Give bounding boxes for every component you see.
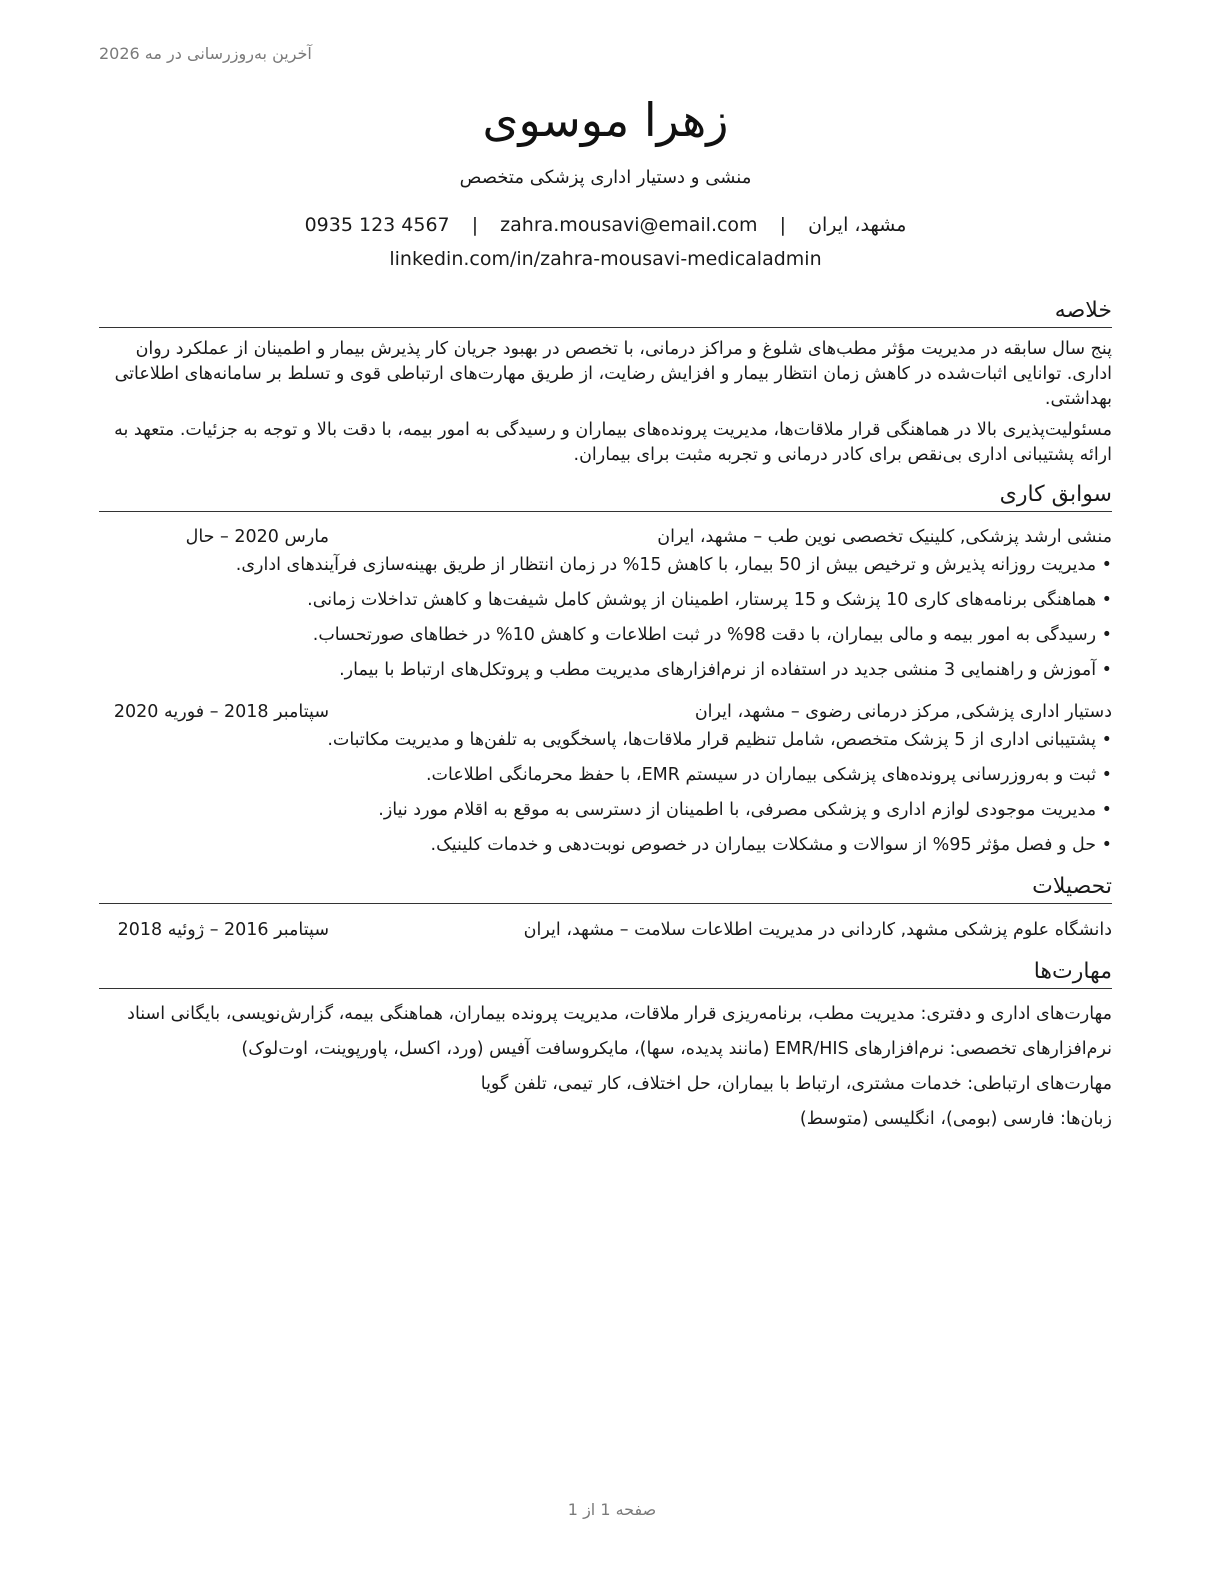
job-bullet: • رسیدگی به امور بیمه و مالی بیماران، با دقت 98% در ثبت اطلاعات و کاهش 10% در خطاهای صورتحساب.	[99, 622, 1112, 648]
contact-separator: |	[779, 214, 787, 236]
email-link[interactable]: zahra.mousavi@email.com	[500, 214, 758, 236]
linkedin-url[interactable]: linkedin.com/in/zahra-mousavi-medicaladmin	[389, 248, 822, 270]
last-updated-note: آخرین به‌روزرسانی در مه 2026	[99, 44, 312, 63]
page-number: صفحه 1 از 1	[567, 1500, 657, 1519]
skills-heading: مهارت‌ها	[99, 957, 1112, 989]
skill-line: زبان‌ها: فارسی (بومی)، انگلیسی (متوسط)	[799, 1109, 1112, 1129]
contact-line	[99, 210, 1112, 240]
contact-separator: |	[471, 214, 479, 236]
experience-section	[99, 480, 1112, 858]
job-bullet: • حل و فصل مؤثر 95% از سوالات و مشکلات بیماران در خصوص نوبت‌دهی و خدمات کلینیک.	[99, 832, 1112, 858]
summary-section	[99, 296, 1112, 468]
skill-line: مهارت‌های ارتباطی: خدمات مشتری، ارتباط با بیماران، حل اختلاف، کار تیمی، تلفن گویا	[480, 1074, 1112, 1094]
phone-number: 0935 123 4567	[304, 214, 450, 236]
job-bullet: • ثبت و به‌روزرسانی پرونده‌های پزشکی بیماران در سیستم EMR، با حفظ محرمانگی اطلاعات.	[99, 762, 1112, 788]
summary-paragraph: مسئولیت‌پذیری بالا در هماهنگی قرار ملاقات‌ها، مدیریت پرونده‌های بیماران و رسیدگی به امور بیمه، با دقت بالا و توجه به جزئیات. متعهد به ارائه پشتیبانی اداری بی‌نقص برای کادر درمانی و تجربه مثبت برای بیماران.	[114, 420, 1112, 465]
summary-heading: خلاصه	[99, 296, 1112, 328]
job-bullet: • هماهنگی برنامه‌های کاری 10 پزشک و 15 پرستار، اطمینان از پوشش کامل شیفت‌ها و کاهش تداخلات زمانی.	[99, 587, 1112, 613]
location-text: مشهد، ایران	[808, 214, 907, 236]
experience-heading: سوابق کاری	[99, 480, 1112, 512]
job-dates: سپتامبر 2018 – فوریه 2020	[113, 702, 329, 722]
education-entry	[99, 917, 1112, 943]
job-title: منشی و دستیار اداری پزشکی متخصص	[459, 167, 752, 188]
candidate-name: زهرا موسوی	[482, 93, 729, 147]
job-dates: مارس 2020 – حال	[185, 527, 329, 547]
job-header	[99, 524, 1112, 550]
skills-section	[99, 957, 1112, 1132]
job-title-company: منشی ارشد پزشکی, کلینیک تخصصی نوین طب – مشهد، ایران	[657, 527, 1112, 547]
resume-page	[99, 88, 1112, 1132]
job-bullets	[99, 727, 1112, 858]
education-dates: سپتامبر 2016 – ژوئیه 2018	[117, 920, 329, 940]
job-bullet: • مدیریت روزانه پذیرش و ترخیص بیش از 50 بیمار، با کاهش 15% در زمان انتظار از طریق بهینه‌سازی فرآیندهای اداری.	[99, 552, 1112, 578]
job-bullet: • مدیریت موجودی لوازم اداری و پزشکی مصرفی، با اطمینان از دسترسی به موقع به اقلام مورد نیاز.	[99, 797, 1112, 823]
skill-line: نرم‌افزارهای تخصصی: نرم‌افزارهای EMR/HIS (مانند پدیده، سها)، مایکروسافت آفیس (ورد، اکسل، پاورپوینت، اوت‌لوک)	[241, 1039, 1112, 1059]
job-bullet: • آموزش و راهنمایی 3 منشی جدید در استفاده از نرم‌افزارهای مدیریت مطب و پروتکل‌های ارتباط با بیمار.	[99, 657, 1112, 683]
skill-line: مهارت‌های اداری و دفتری: مدیریت مطب، برنامه‌ریزی قرار ملاقات، مدیریت پرونده بیماران، هماهنگی بیمه، گزارش‌نویسی، بایگانی اسناد	[127, 1004, 1112, 1024]
linkedin-link[interactable]	[99, 244, 1112, 274]
job-header	[99, 699, 1112, 725]
job-title-company: دستیار اداری پزشکی, مرکز درمانی رضوی – مشهد، ایران	[694, 702, 1112, 722]
summary-paragraph: پنج سال سابقه در مدیریت مؤثر مطب‌های شلوغ و مراکز درمانی، با تخصص در بهبود جریان کار پذیرش بیمار و اطمینان از عملکرد روان اداری. توانایی اثبات‌شده در کاهش زمان انتظار بیمار و افزایش رضایت، از طریق مهارت‌های ارتباطی قوی و تسلط بر سامانه‌های اطلاعاتی بهداشتی.	[114, 339, 1112, 409]
education-section	[99, 872, 1112, 943]
job-bullets	[99, 552, 1112, 683]
job-entry	[99, 699, 1112, 858]
education-title: دانشگاه علوم پزشکی مشهد, کاردانی در مدیریت اطلاعات سلامت – مشهد، ایران	[523, 920, 1112, 940]
job-entry	[99, 524, 1112, 683]
job-bullet: • پشتیبانی اداری از 5 پزشک متخصص، شامل تنظیم قرار ملاقات‌ها، پاسخگویی به تلفن‌ها و مدیریت مکاتبات.	[99, 727, 1112, 753]
education-heading: تحصیلات	[99, 872, 1112, 904]
